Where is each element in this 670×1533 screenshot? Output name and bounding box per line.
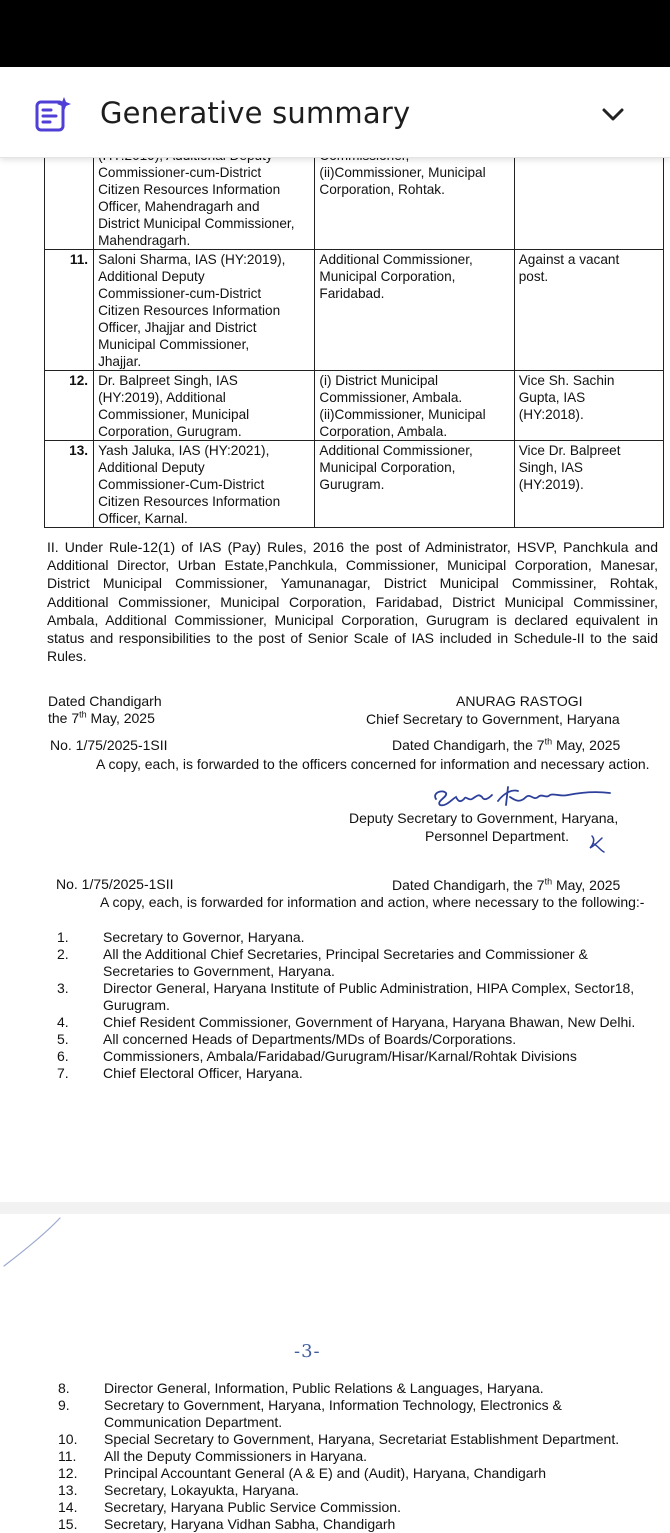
cell-line: Commissioner, Municipal <box>98 407 250 422</box>
document-viewer[interactable] <box>0 157 670 1532</box>
list-item-number: 9. <box>58 1397 70 1413</box>
list-item-text: Secretary to Governor, Haryana. <box>103 929 305 945</box>
summary-header <box>0 67 670 158</box>
generative-summary-icon <box>34 95 74 135</box>
cell-line: Officer, Jhajjar and District <box>98 320 257 335</box>
chevron-down-icon[interactable] <box>598 100 628 130</box>
cell-line: Vice Dr. Balpreet <box>518 443 621 458</box>
list-item-number: 1. <box>57 929 69 945</box>
list-item <box>57 1014 655 1031</box>
cell-line: Additional Commissioner, <box>319 443 473 458</box>
table-cell-col1 <box>94 371 315 441</box>
list-item <box>57 980 655 1014</box>
dated-date: the 7th May, 2025 <box>48 709 155 726</box>
list-item-number: 4. <box>57 1014 69 1030</box>
list-item <box>58 1499 652 1516</box>
cell-line: Singh, IAS <box>518 460 583 475</box>
list-item-text: Principal Accountant General (A & E) and (Audit), Haryana, Chandigarh <box>104 1465 547 1481</box>
signatory-name: ANURAG RASTOGI <box>456 693 583 709</box>
list-item <box>57 946 655 980</box>
table-row <box>45 371 664 441</box>
list-item <box>58 1448 652 1465</box>
table-cell-col3 <box>514 250 663 371</box>
cell-line: Saloni Sharma, IAS (HY:2019), <box>98 252 286 267</box>
cell-line: District Municipal Commissioner, <box>98 216 295 231</box>
endorsement-date-2: Dated Chandigarh, the 7th May, 2025 <box>392 876 621 893</box>
cell-line: post. <box>518 269 549 284</box>
cell-line: Dr. Balpreet Singh, IAS <box>98 373 238 388</box>
status-bar <box>0 0 670 67</box>
cell-line: Additional Deputy <box>98 460 205 475</box>
list-item-number: 5. <box>57 1031 69 1047</box>
signatory-designation: Chief Secretary to Government, Haryana <box>366 711 620 727</box>
table-cell-num <box>45 146 94 250</box>
table-row <box>45 441 664 528</box>
cell-line: Corporation, Gurugram. <box>98 424 242 439</box>
cell-line: (ii)Commissioner, Municipal <box>319 407 486 422</box>
list-item-number: 11. <box>58 1448 77 1464</box>
endorsement-text-2: A copy, each, is forwarded for information and action, where necessary to the following:- <box>100 894 645 910</box>
list-item-number: 10. <box>58 1431 78 1447</box>
cell-line: Citizen Resources Information <box>98 303 281 318</box>
table-cell-num: 11. <box>45 250 94 371</box>
endorsement-date-1: Dated Chandigarh, the 7th May, 2025 <box>392 736 621 753</box>
deputy-secretary-line2: Personnel Department. <box>425 828 569 844</box>
table-row <box>45 250 664 371</box>
postings-table <box>44 145 664 528</box>
table-cell-num: 12. <box>45 371 94 441</box>
document-page-2 <box>0 157 670 1202</box>
cell-line: Gurugram. <box>319 477 385 492</box>
dated-place: Dated Chandigarh <box>48 693 162 709</box>
list-item-number: 2. <box>57 946 69 962</box>
list-item <box>58 1465 652 1482</box>
cell-line: Mahendragarh. <box>98 233 191 248</box>
cell-line: Vice Sh. Sachin <box>518 373 615 388</box>
list-item <box>58 1516 652 1533</box>
cell-line: Additional Deputy <box>98 269 205 284</box>
table-cell-col2 <box>315 146 514 250</box>
cell-line: Yash Jaluka, IAS (HY:2021), <box>98 443 270 458</box>
list-item <box>57 1048 655 1065</box>
cell-line: Officer, Mahendragarh and <box>98 199 260 214</box>
table-row <box>45 146 664 250</box>
cell-line: Municipal Corporation, <box>319 460 456 475</box>
list-item-text: Chief Electoral Officer, Haryana. <box>103 1065 303 1081</box>
page-gap <box>0 1202 670 1214</box>
document-page-3 <box>0 1214 670 1532</box>
cell-line: Citizen Resources Information <box>98 182 281 197</box>
cell-line: Commissioner-cum-District <box>98 286 262 301</box>
list-item <box>58 1397 652 1431</box>
list-item-text: Secretary, Haryana Public Service Commission. <box>104 1499 401 1515</box>
list-item-text: Chief Resident Commissioner, Government of Haryana, Haryana Bhawan, New Delhi. <box>103 1014 636 1030</box>
table-cell-col1 <box>94 250 315 371</box>
cell-line: (HY:2019). <box>518 477 584 492</box>
pen-stroke-mark <box>0 1214 70 1284</box>
table-cell-col2 <box>315 441 514 528</box>
rule-paragraph: II. Under Rule-12(1) of IAS (Pay) Rules, 2016 the post of Administrator, HSVP, Panchkula and Additional Director, Urban Estate,Panchkula, Commissioner, Municipal Corporation, Manesar, District Municipal Commissioner, Yamunanagar, District Municipal Commissiner, Rohtak, Additional Commissioner, Municipal Corporation, Faridabad, District Municipal Commissiner, Ambala, Additional Commissioner, Municipal Corporation, Gurugram is declared equivalent in status and responsibilities to the post of Senior Scale of IAS included in Schedule-II to the said Rules. <box>47 539 658 665</box>
list-item-text: Director General, Haryana Institute of Public Administration, HIPA Complex, Sector18, Gurugram. <box>103 980 635 1013</box>
table-cell-col3 <box>514 146 663 250</box>
cell-line: (ii)Commissioner, Municipal <box>319 165 486 180</box>
list-item-number: 12. <box>58 1465 78 1481</box>
list-item <box>57 1065 655 1082</box>
cell-line: Jhajjar. <box>98 354 142 369</box>
distribution-list-2 <box>58 1380 652 1533</box>
cell-line: (i) District Municipal <box>319 373 439 388</box>
list-item-text: Secretary, Haryana Vidhan Sabha, Chandigarh <box>104 1516 396 1532</box>
cell-line: Additional Commissioner, <box>319 252 473 267</box>
list-item-number: 14. <box>58 1499 78 1515</box>
endorsement-number-1: No. 1/75/2025-1SII <box>50 737 168 753</box>
cell-line: Municipal Corporation, <box>319 269 456 284</box>
list-item-number: 3. <box>57 980 69 996</box>
cell-line: (HY:2018). <box>518 407 584 422</box>
list-item-number: 6. <box>57 1048 69 1064</box>
list-item-text: All concerned Heads of Departments/MDs of Boards/Corporations. <box>103 1031 517 1047</box>
distribution-list-1 <box>57 929 655 1082</box>
table-cell-col1 <box>94 146 315 250</box>
page-number: -3- <box>294 1341 321 1362</box>
list-item-number: 13. <box>58 1482 78 1498</box>
endorsement-text-1: A copy, each, is forwarded to the officers concerned for information and necessary action. <box>96 756 650 772</box>
list-item-text: Commissioners, Ambala/Faridabad/Gurugram/Hisar/Karnal/Rohtak Divisions <box>103 1048 577 1064</box>
list-item <box>58 1431 652 1448</box>
table-cell-num: 13. <box>45 441 94 528</box>
handwritten-signature <box>428 783 614 811</box>
cell-line: Citizen Resources Information <box>98 494 281 509</box>
cell-line: Municipal Commissioner, <box>98 337 250 352</box>
list-item-text: Special Secretary to Government, Haryana, Secretariat Establishment Department. <box>104 1431 620 1447</box>
list-item-text: Secretary, Lokayukta, Haryana. <box>104 1482 300 1498</box>
cell-line: Officer, Karnal. <box>98 511 188 526</box>
list-item-number: 8. <box>58 1380 70 1396</box>
initial-mark <box>586 832 608 854</box>
list-item <box>57 929 655 946</box>
cell-line: (HY:2019), Additional <box>98 390 226 405</box>
list-item <box>58 1482 652 1499</box>
list-item-text: All the Deputy Commissioners in Haryana. <box>104 1448 367 1464</box>
list-item <box>57 1031 655 1048</box>
table-cell-col1 <box>94 441 315 528</box>
list-item-text: All the Additional Chief Secretaries, Principal Secretaries and Commissioner & Secretaries to Government, Haryana. <box>103 946 588 979</box>
list-item-number: 15. <box>58 1516 78 1532</box>
summary-title: Generative summary <box>100 96 411 130</box>
cell-line: Corporation, Rohtak. <box>319 182 445 197</box>
list-item-text: Secretary to Government, Haryana, Information Technology, Electronics & Communication Department. <box>104 1397 562 1430</box>
cell-line: Commissioner-cum-District <box>98 165 262 180</box>
table-cell-col2 <box>315 371 514 441</box>
cell-line: Corporation, Ambala. <box>319 424 448 439</box>
cell-line: Commissioner-Cum-District <box>98 477 265 492</box>
table-cell-col3 <box>514 441 663 528</box>
list-item-text: Director General, Information, Public Relations & Languages, Haryana. <box>104 1380 544 1396</box>
list-item <box>58 1380 652 1397</box>
deputy-secretary-line1: Deputy Secretary to Government, Haryana, <box>349 810 619 826</box>
table-cell-col2 <box>315 250 514 371</box>
cell-line: Gupta, IAS <box>518 390 586 405</box>
cell-line: Commissioner, Ambala. <box>319 390 463 405</box>
list-item-number: 7. <box>57 1065 69 1081</box>
cell-line: Faridabad. <box>319 286 385 301</box>
table-cell-col3 <box>514 371 663 441</box>
cell-line: Against a vacant <box>518 252 620 267</box>
endorsement-number-2: No. 1/75/2025-1SII <box>56 876 174 892</box>
